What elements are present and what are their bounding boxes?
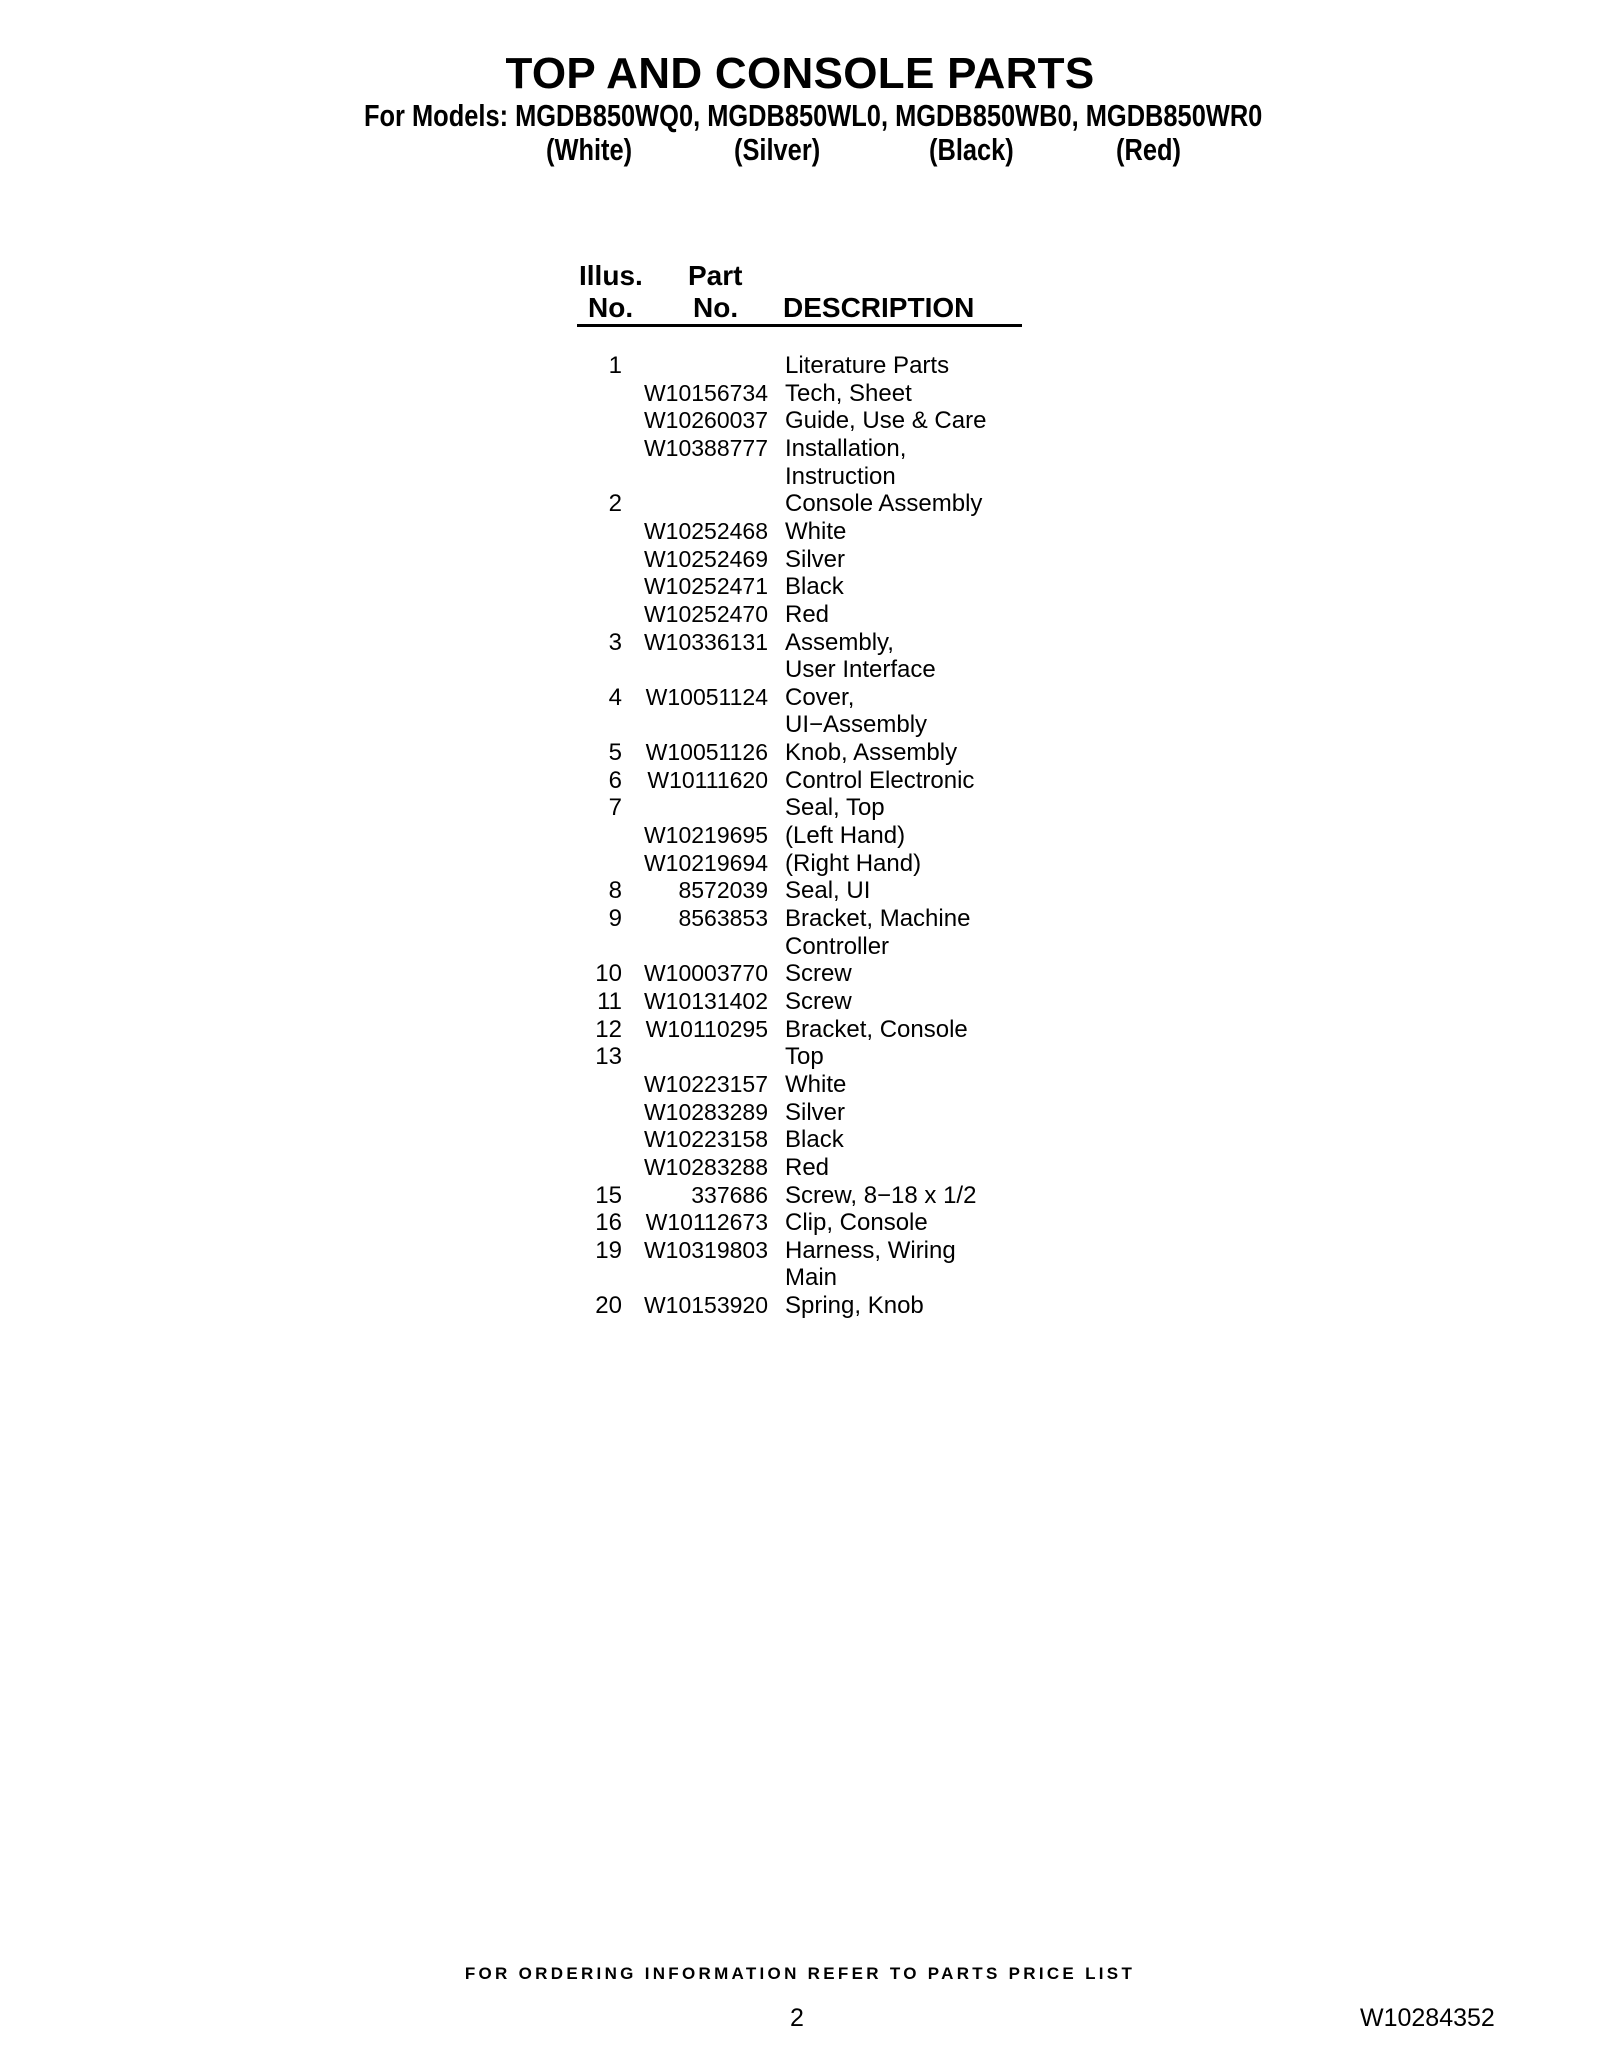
table-row bbox=[0, 1099, 1600, 1127]
part-number: W10252470 bbox=[643, 600, 768, 627]
table-row bbox=[0, 1126, 1600, 1154]
part-description: Silver bbox=[785, 1098, 846, 1126]
part-description: Tech, Sheet bbox=[785, 379, 912, 407]
part-number: W10112673 bbox=[645, 1209, 768, 1236]
part-description: Seal, Top bbox=[785, 794, 885, 822]
illus-number: 16 bbox=[595, 1209, 622, 1237]
part-description: Instruction bbox=[785, 462, 896, 490]
part-description: Controller bbox=[785, 932, 890, 960]
illus-number: 1 bbox=[608, 352, 622, 379]
part-number: W10219694 bbox=[643, 849, 768, 876]
part-number: W10003770 bbox=[643, 960, 768, 987]
part-number: 8572039 bbox=[678, 877, 768, 904]
part-number: W10260037 bbox=[643, 407, 768, 434]
part-description: White bbox=[785, 1070, 847, 1098]
table-row bbox=[0, 933, 1600, 961]
illus-number: 13 bbox=[595, 1043, 622, 1071]
part-number: W10336131 bbox=[643, 628, 768, 655]
page-title: TOP AND CONSOLE PARTS bbox=[505, 49, 1095, 98]
table-row bbox=[0, 1182, 1600, 1210]
header-description: DESCRIPTION bbox=[783, 292, 975, 323]
table-row bbox=[0, 822, 1600, 850]
table-row bbox=[0, 629, 1600, 657]
part-description: (Right Hand) bbox=[785, 849, 922, 877]
header-illus-top: Illus. bbox=[579, 260, 643, 291]
part-description: Installation, bbox=[785, 434, 907, 462]
part-description: Silver bbox=[785, 545, 846, 573]
table-row bbox=[0, 794, 1600, 822]
part-number: W10111620 bbox=[647, 766, 768, 793]
part-number: W10283288 bbox=[643, 1153, 768, 1180]
table-row bbox=[0, 711, 1600, 739]
illus-number: 4 bbox=[608, 683, 622, 711]
part-description: Literature Parts bbox=[785, 352, 950, 379]
part-description: UI−Assembly bbox=[785, 711, 928, 739]
table-row bbox=[0, 435, 1600, 463]
table-row bbox=[0, 352, 1600, 380]
table-row bbox=[0, 850, 1600, 878]
part-description: Seal, UI bbox=[785, 877, 871, 905]
color-label-black: (Black) bbox=[929, 132, 1014, 167]
part-description: Harness, Wiring bbox=[785, 1236, 956, 1264]
ordering-note: FOR ORDERING INFORMATION REFER TO PARTS PRICE LIST bbox=[464, 1964, 1136, 1983]
part-number: W10156734 bbox=[643, 379, 768, 406]
table-row bbox=[0, 656, 1600, 684]
part-number: 8563853 bbox=[678, 905, 768, 931]
part-number: W10153920 bbox=[643, 1292, 768, 1319]
table-row bbox=[0, 905, 1600, 933]
table-row bbox=[0, 1016, 1600, 1044]
table-row bbox=[0, 380, 1600, 408]
part-description: Black bbox=[785, 573, 844, 601]
part-description: Spring, Knob bbox=[785, 1292, 924, 1320]
illus-number: 8 bbox=[608, 877, 622, 905]
illus-number: 15 bbox=[595, 1181, 622, 1209]
table-row bbox=[0, 960, 1600, 988]
part-number: W10252469 bbox=[643, 545, 768, 572]
part-description: Red bbox=[785, 600, 830, 628]
header-divider bbox=[577, 324, 1022, 327]
page-number: 2 bbox=[790, 2004, 804, 2032]
part-description: Screw bbox=[785, 987, 852, 1015]
header-part-top: Part bbox=[688, 260, 743, 291]
part-number: 337686 bbox=[691, 1181, 768, 1208]
table-row bbox=[0, 1237, 1600, 1265]
illus-number: 19 bbox=[595, 1236, 622, 1264]
table-row bbox=[0, 1292, 1600, 1320]
part-description: Cover, bbox=[785, 683, 855, 711]
illus-number: 12 bbox=[595, 1015, 622, 1043]
table-row bbox=[0, 573, 1600, 601]
models-line: For Models: MGDB850WQ0, MGDB850WL0, MGDB850WB0, MGDB850WR0 bbox=[364, 98, 1263, 133]
part-description: Main bbox=[785, 1264, 838, 1292]
table-row bbox=[0, 684, 1600, 712]
part-number: W10219695 bbox=[643, 822, 768, 849]
part-description: Red bbox=[785, 1153, 830, 1181]
illus-number: 20 bbox=[595, 1292, 622, 1320]
color-label-red: (Red) bbox=[1116, 132, 1181, 167]
part-number: W10051124 bbox=[645, 683, 768, 710]
part-description: User Interface bbox=[785, 656, 936, 684]
table-row bbox=[0, 1043, 1600, 1071]
color-label-white: (White) bbox=[546, 132, 633, 167]
table-row bbox=[0, 877, 1600, 905]
part-description: Guide, Use & Care bbox=[785, 407, 987, 435]
table-row bbox=[0, 1154, 1600, 1182]
part-number: W10388777 bbox=[643, 434, 768, 461]
document-number: W10284352 bbox=[1360, 2004, 1495, 2032]
part-description: Bracket, Machine bbox=[785, 905, 971, 932]
part-number: W10252468 bbox=[643, 517, 768, 544]
part-description: Black bbox=[785, 1126, 844, 1154]
illus-number: 6 bbox=[608, 766, 622, 794]
part-description: Clip, Console bbox=[785, 1209, 928, 1237]
part-description: Control Electronic bbox=[785, 766, 975, 794]
part-number: W10131402 bbox=[643, 987, 768, 1014]
part-description: Top bbox=[785, 1043, 824, 1071]
table-row bbox=[0, 1071, 1600, 1099]
table-row bbox=[0, 739, 1600, 767]
illus-number: 2 bbox=[608, 490, 622, 518]
table-row bbox=[0, 463, 1600, 491]
illus-number: 10 bbox=[595, 960, 622, 988]
table-row bbox=[0, 601, 1600, 629]
part-number: W10283289 bbox=[643, 1098, 768, 1125]
part-description: Console Assembly bbox=[785, 490, 983, 518]
part-description: White bbox=[785, 517, 847, 545]
part-description: (Left Hand) bbox=[785, 822, 906, 850]
table-row bbox=[0, 767, 1600, 795]
header-part-bottom: No. bbox=[693, 292, 739, 323]
header-illus-bottom: No. bbox=[588, 292, 634, 323]
part-description: Screw bbox=[785, 960, 852, 988]
part-number: W10319803 bbox=[643, 1236, 768, 1263]
illus-number: 11 bbox=[597, 987, 622, 1015]
table-row bbox=[0, 1209, 1600, 1237]
part-description: Screw, 8−18 x 1/2 bbox=[785, 1181, 977, 1209]
illus-number: 3 bbox=[608, 628, 622, 656]
part-number: W10110295 bbox=[645, 1015, 768, 1042]
part-description: Knob, Assembly bbox=[785, 739, 958, 767]
illus-number: 9 bbox=[608, 905, 622, 932]
illus-number: 5 bbox=[608, 739, 622, 767]
table-row bbox=[0, 1264, 1600, 1292]
part-number: W10252471 bbox=[643, 573, 768, 600]
illus-number: 7 bbox=[608, 794, 622, 822]
table-row bbox=[0, 988, 1600, 1016]
table-row bbox=[0, 407, 1600, 435]
part-number: W10051126 bbox=[645, 739, 768, 766]
part-description: Bracket, Console bbox=[785, 1015, 968, 1043]
table-row bbox=[0, 518, 1600, 546]
table-row bbox=[0, 546, 1600, 574]
part-number: W10223158 bbox=[643, 1126, 768, 1153]
table-row bbox=[0, 490, 1600, 518]
part-number: W10223157 bbox=[643, 1070, 768, 1097]
color-label-silver: (Silver) bbox=[734, 132, 821, 167]
part-description: Assembly, bbox=[785, 628, 894, 656]
